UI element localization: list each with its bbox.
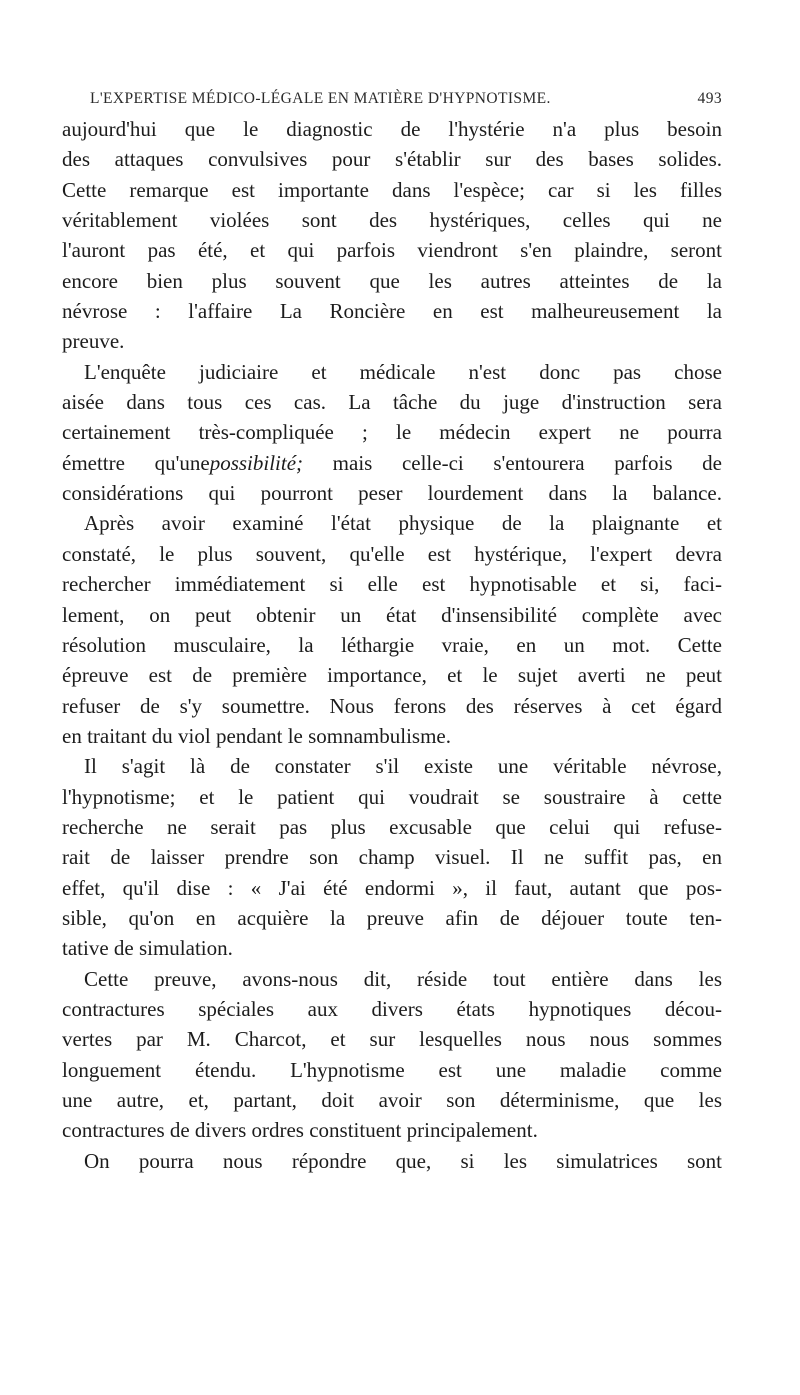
paragraph-start-line: On pourra nous répondre que, si les simulatrices sont	[84, 1148, 722, 1173]
text-line: des attaques convulsives pour s'établir sur des bases solides.	[62, 147, 722, 172]
text-line: une autre, et, partant, doit avoir son déterminisme, que les	[62, 1088, 722, 1112]
text-line: lement, on peut obtenir un état d'insensibilité complète avec	[62, 602, 722, 627]
text-line: rechercher immédiatement si elle est hypnotisable et si, faci-	[62, 572, 722, 597]
text-fragment: émettre qu'une	[62, 450, 210, 475]
running-title: L'EXPERTISE MÉDICO-LÉGALE EN MATIÈRE D'HYPNOTISME.	[90, 90, 551, 107]
text-line: épreuve est de première importance, et le sujet averti ne peut	[62, 663, 722, 688]
body-text	[62, 114, 722, 1176]
running-header	[90, 90, 722, 112]
text-line: aisée dans tous ces cas. La tâche du juge d'instruction sera	[62, 390, 722, 415]
text-line: véritablement violées sont des hystériques, celles qui ne	[62, 208, 722, 233]
text-line: l'hypnotisme; et le patient qui voudrait se soustraire à cette	[62, 784, 722, 809]
text-line: refuser de s'y soumettre. Nous ferons des réserves à cet égard	[62, 693, 722, 718]
text-line: certainement très-compliquée ; le médecin expert ne pourra	[62, 420, 722, 445]
paragraph-start-line: Après avoir examiné l'état physique de la plaignante et	[84, 511, 722, 536]
text-line: longuement étendu. L'hypnotisme est une maladie comme	[62, 1057, 722, 1082]
text-line: constaté, le plus souvent, qu'elle est hystérique, l'expert devra	[62, 541, 722, 566]
text-line: tative de simulation.	[62, 936, 233, 961]
text-line: preuve.	[62, 329, 125, 354]
text-line: en traitant du viol pendant le somnambulisme.	[62, 723, 452, 748]
text-line: encore bien plus souvent que les autres atteintes de la	[62, 268, 722, 293]
text-line: l'auront pas été, et qui parfois viendront s'en plaindre, seront	[62, 238, 722, 263]
page-number: 493	[697, 90, 722, 107]
paragraph-start-line: L'enquête judiciaire et médicale n'est donc pas chose	[84, 359, 722, 384]
text-line: recherche ne serait pas plus excusable que celui qui refuse-	[62, 814, 722, 839]
text-line: vertes par M. Charcot, et sur lesquelles nous nous sommes	[62, 1027, 722, 1052]
paragraph-start-line: Cette preuve, avons-nous dit, réside tout entière dans les	[84, 966, 722, 991]
paragraph-start-line: Il s'agit là de constater s'il existe une véritable névrose,	[84, 754, 722, 779]
text-line: considérations qui pourront peser lourdement dans la balance.	[62, 481, 722, 506]
text-line: contractures spéciales aux divers états hypnotiques décou-	[62, 996, 722, 1021]
text-line: résolution musculaire, la léthargie vraie, en un mot. Cette	[62, 632, 722, 657]
italic-emphasis: possibilité;	[209, 450, 304, 475]
text-line: aujourd'hui que le diagnostic de l'hystérie n'a plus besoin	[62, 117, 722, 141]
text-line: rait de laisser prendre son champ visuel. Il ne suffit pas, en	[62, 845, 722, 870]
text-line: sible, qu'on en acquière la preuve afin de déjouer toute ten-	[62, 905, 722, 930]
text-line: effet, qu'il dise : « J'ai été endormi », il faut, autant que pos-	[62, 875, 722, 900]
text-line-with-italic	[62, 448, 722, 478]
text-line: névrose : l'affaire La Roncière en est malheureusement la	[62, 299, 722, 324]
text-line: contractures de divers ordres constituent principalement.	[62, 1118, 538, 1143]
text-line: Cette remarque est importante dans l'espèce; car si les filles	[62, 177, 722, 202]
text-fragment: mais celle-ci s'entourera parfois de	[332, 450, 722, 475]
